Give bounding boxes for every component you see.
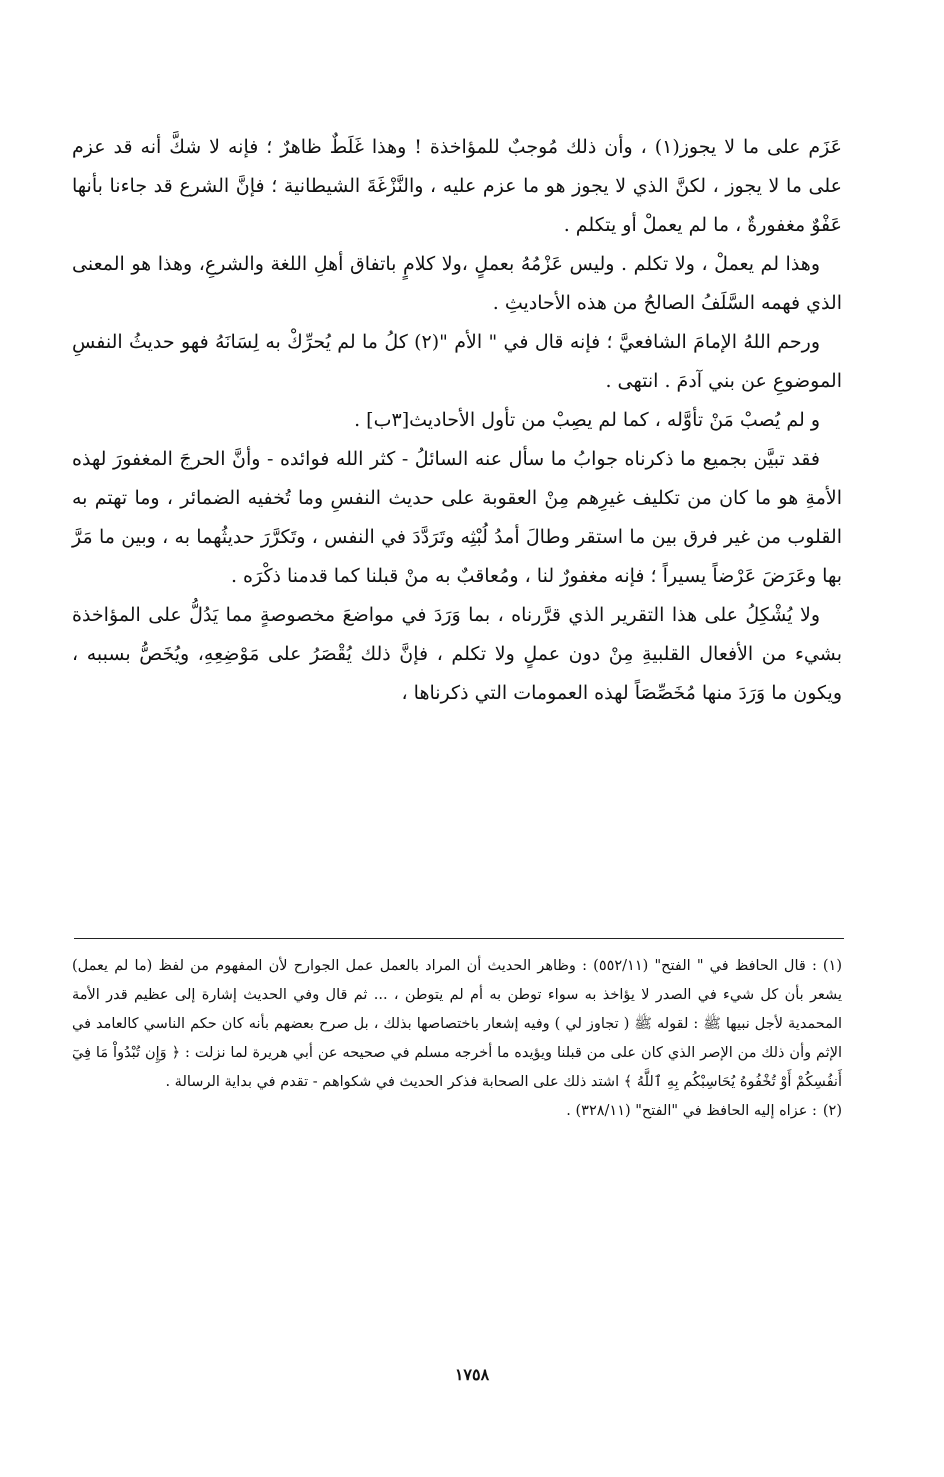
paragraph: ورحم اللهُ الإمامَ الشافعيَّ ؛ فإنه قال في " الأم "(٢) كلُ ما لم يُحرِّكْ به لِسَانَهُ فهو حديثُ النفسِ الموضوعِ عن بني آدمَ . انتهى . bbox=[72, 331, 842, 392]
footnote-text: : قال الحافظ في " الفتح" (٥٥٢/١١) : وظاهر الحديث أن المراد بالعمل عمل الجوارح لأن المفهوم من لفظ (ما لم يعمل) يشعر بأن كل شيء في الصدر لا يؤاخذ به سواء توطن به أم لم يتوطن ، ... ثم قال وفي الحديث إشارة إلى عظيم قدر الأمة المحمدية لأجل نبيها ﷺ : لقوله ﷺ ( تجاوز لي ) وفيه إشعار باختصاصها بذلك ، بل صرح بعضهم بأنه كان حكم الناسي كالعامد في الإثم وأن ذلك من الإصر الذي كان على من قبلنا ويؤيده ما أخرجه مسلم في صحيحه عن أبي هريرة لما نزلت : ﴿ وَإِن تُبْدُواْ مَا فِيٓ أَنفُسِكُمْ أَوْ تُخْفُوهُ يُحَاسِبْكُم بِهِ ٱللَّهُ ﴾ اشتد ذلك على الصحابة فذكر الحديث في شكواهم - تقدم في بداية الرسالة . bbox=[72, 958, 842, 1090]
footnote-text: : عزاه إليه الحافظ في "الفتح" (٣٢٨/١١) . bbox=[566, 1103, 817, 1119]
page-number: ١٧٥٨ bbox=[454, 1365, 490, 1384]
paragraph: فقد تبيَّن بجميع ما ذكرناه جوابُ ما سأل عنه السائلُ - كثر الله فوائده - وأنَّ الحرجَ المغفورَ لهذه الأمةِ هو ما كان من تكليف غيرِهم مِنْ العقوبة على حديث النفسِ وما تُخفيه الضمائر ، وما تهتم به القلوب من غير فرق بين ما استقر وطالَ أمدُ لُبْثِه وتَرَدَّدَ في النفس ، وتَكرَّرَ حديثُهما به ، وبين ما مَرَّ بها وعَرَضَ عَرْضاً يسيراً ؛ فإنه مغفورٌ لنا ، ومُعاقبٌ به منْ قبلنا كما قدمنا ذكْرَه . bbox=[72, 448, 842, 587]
paragraph: وهذا لم يعملْ ، ولا تكلم . وليس عَزْمُهُ بعملٍ ،ولا كلامٍ باتفاق أهلِ اللغة والشرعِ، وهذا هو المعنى الذي فهمه السَّلَفُ الصالحُ من هذه الأحاديثِ . bbox=[72, 253, 842, 314]
footnote-number: (٢) bbox=[822, 1103, 842, 1119]
paragraph: ولا يُشْكِلُ على هذا التقرير الذي قرَّرناه ، بما وَرَدَ في مواضعَ مخصوصةٍ مما يَدُلُّ على المؤاخذة بشيء من الأفعال القلبيةِ مِنْ دون عملٍ ولا تكلم ، فإنَّ ذلك يُقْصَرُ على مَوْضِعِهِ، ويُخَصُّ بسببه ، ويكون ما وَرَدَ منها مُخَصِّصَاً لهذه العمومات التي ذكرناها ، bbox=[72, 604, 843, 704]
footnote bbox=[72, 952, 842, 1097]
footnotes bbox=[72, 952, 842, 1126]
paragraph: و لم يُصبْ مَنْ تأوَّله ، كما لم يصِبْ من تأول الأحاديث[٣ب] . bbox=[354, 409, 820, 431]
footnote-separator bbox=[74, 938, 844, 939]
footnote-number: (١) bbox=[822, 958, 843, 974]
footnote bbox=[72, 1097, 842, 1126]
paragraph: عَزَم على ما لا يجوز(١) ، وأن ذلك مُوجبٌ للمؤاخذة ! وهذا غَلَطٌ ظاهرٌ ؛ فإنه لا شكَّ أنه قد عزم على ما لا يجوز ، لكنَّ الذي لا يجوز هو ما عزم عليه ، والنَّزْغَةَ الشيطانية ؛ فإنَّ الشرع قد جاءنا بأنها عَفْوٌ مغفورةٌ ، ما لم يعملْ أو يتكلم . bbox=[72, 136, 842, 236]
main-text bbox=[72, 128, 842, 713]
